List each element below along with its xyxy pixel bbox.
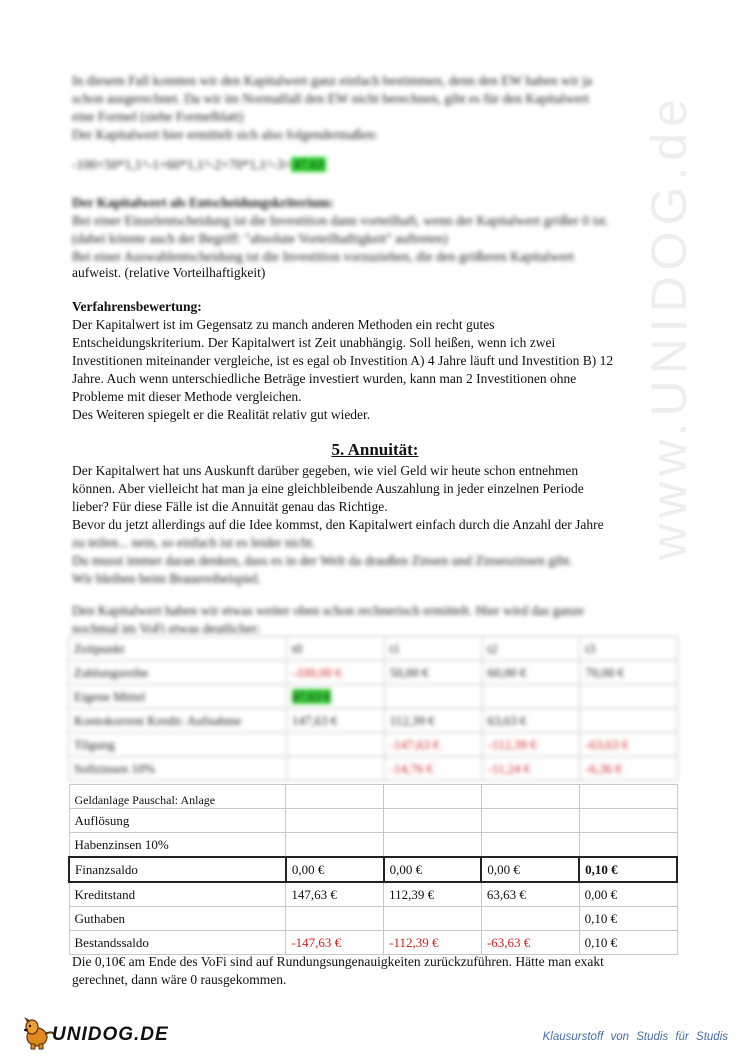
table-cell <box>579 785 677 809</box>
table-cell: -63,63 € <box>580 733 678 757</box>
vofi-intro-blurred <box>72 602 692 638</box>
text-line: Der Kapitalwert hier ermittelt sich also folgendermaßen: <box>72 127 378 142</box>
table-row <box>69 931 677 955</box>
text-line: Bei einer Einzelentscheidung ist die Investition dann vorteilhaft, wenn der Kapitalwert größer 0 ist. <box>72 213 609 228</box>
table-cell: Habenzinsen 10% <box>69 833 286 858</box>
section-title: Verfahrensbewertung: <box>72 299 202 314</box>
criterion-last-line: aufweist. (relative Vorteilhaftigkeit) <box>72 265 266 280</box>
text-line: schon ausgerechnet. Da wir im Normalfall den EW nicht berechnen, gibt es für den Kapitalwert <box>72 91 590 106</box>
table-cell: -100,00 € <box>287 661 385 685</box>
table-cell <box>286 785 384 809</box>
table-cell: 147,63 € <box>286 882 384 907</box>
table-cell: Kontokorrent Kredit: Aufnahme <box>69 709 287 733</box>
table-cell <box>481 833 579 858</box>
table-cell: t2 <box>482 637 580 661</box>
table-cell <box>579 809 677 833</box>
table-cell: -147,63 € <box>286 931 384 955</box>
table-cell <box>580 709 678 733</box>
table-cell: Geldanlage Pauschal: Anlage <box>69 785 286 809</box>
table-cell: 0,00 € <box>481 857 579 882</box>
table-cell <box>286 833 384 858</box>
table-cell: 47,63 € <box>292 688 332 704</box>
table-cell <box>580 685 678 709</box>
table-cell: Kreditstand <box>69 882 286 907</box>
formula-line-blurred <box>72 156 692 174</box>
text-line: Entscheidungskriterium. Der Kapitalwert ist Zeit unabhängig. Soll heißen, wenn ich zwei <box>72 335 556 350</box>
table-row <box>69 907 677 931</box>
table-cell: t3 <box>580 637 678 661</box>
text-line: Des Weiteren spiegelt er die Realität relativ gut wieder. <box>72 407 371 422</box>
annuitaet-paragraph <box>72 462 692 534</box>
table-cell: Guthaben <box>69 907 286 931</box>
table-row <box>69 809 677 833</box>
table-cell: Eigene Mittel <box>69 685 287 709</box>
verfahren-section <box>72 298 692 424</box>
table-cell: Auflösung <box>69 809 286 833</box>
table-cell: 0,10 € <box>579 857 677 882</box>
table-row <box>69 661 678 685</box>
table-cell <box>287 757 385 781</box>
table-row <box>69 685 678 709</box>
table-cell: -11,24 € <box>482 757 580 781</box>
text-line: In diesem Fall konnten wir den Kapitalwert ganz einfach bestimmen, denn den EW haben wir ja <box>72 73 593 88</box>
text-line: können. Aber vielleicht hat man ja eine gleichbleibende Auszahlung in jeder einzelnen Periode <box>72 481 584 496</box>
text-line: nochmal im VoFi etwas deutlicher: <box>72 621 261 636</box>
text-line: Bei einer Auswahlentscheidung ist die Investition vorzuziehen, die den größeren Kapitalwert <box>72 249 574 264</box>
table-row-finanzsaldo <box>69 857 677 882</box>
table-cell: 63,63 € <box>481 882 579 907</box>
table-cell <box>384 907 482 931</box>
table-cell: 147,63 € <box>287 709 385 733</box>
intro-paragraph-blurred <box>72 72 692 144</box>
table-cell: -112,39 € <box>482 733 580 757</box>
text-line: zu teilen... nein, so einfach ist es leider nicht. <box>72 535 316 550</box>
table-row <box>69 785 677 809</box>
table-cell <box>384 685 482 709</box>
annuitaet-paragraph-blurred <box>72 534 692 588</box>
table-cell: Zahlungsreihe <box>69 661 287 685</box>
table-cell: -147,63 € <box>384 733 482 757</box>
table-row <box>69 757 678 781</box>
text-line: Wir bleiben beim Brauereibeispiel. <box>72 571 262 586</box>
text-line: (dabei könnte auch der Begriff: "absolute Vorteilhaftigkeit" auftreten) <box>72 231 448 246</box>
text-line: Investitionen miteinander vergleiche, ist es egal ob Investition A) 4 Jahre läuft und Investition B) 12 <box>72 353 614 368</box>
formula-result: 47,63 <box>293 157 324 172</box>
table-cell: Bestandssaldo <box>69 931 286 955</box>
text-line: Du musst immer daran denken, dass es in der Welt da draußen Zinsen und Zinseszinsen gibt. <box>72 553 573 568</box>
text-line: gerechnet, dann wäre 0 rausgekommen. <box>72 972 287 987</box>
table-cell: 63,63 € <box>482 709 580 733</box>
table-cell: -6,36 € <box>580 757 678 781</box>
table-row <box>69 882 677 907</box>
table-cell <box>482 685 580 709</box>
table-row <box>69 637 678 661</box>
formula-text: -100+50*1,1^-1+60*1,1^-2+70*1,1^-3= <box>72 157 292 172</box>
text-line: Den Kapitalwert haben wir etwas weiter oben schon rechnerisch ermittelt. Hier wird das ganze <box>72 603 585 618</box>
table-cell: 0,10 € <box>579 907 677 931</box>
footer-tagline: Klausurstoff von Studis für Studis <box>542 1031 728 1043</box>
table-cell: Tilgung <box>69 733 287 757</box>
table-cell: t0 <box>287 637 385 661</box>
table-cell: 0,10 € <box>579 931 677 955</box>
text-line: Probleme mit dieser Methode vergleichen. <box>72 389 302 404</box>
table-row <box>69 833 677 858</box>
table-cell: Finanzsaldo <box>69 857 286 882</box>
table-cell <box>579 833 677 858</box>
text-line: Der Kapitalwert hat uns Auskunft darüber gegeben, wie viel Geld wir heute schon entnehmen <box>72 463 579 478</box>
table-cell: 112,39 € <box>384 882 482 907</box>
criterion-block-blurred <box>72 194 692 266</box>
table-cell <box>287 733 385 757</box>
table-cell: 50,00 € <box>384 661 482 685</box>
table-cell: -63,63 € <box>481 931 579 955</box>
table-cell: Zeitpunkt <box>69 637 287 661</box>
watermark-text: www.UNIDOG.de <box>641 93 697 560</box>
table-cell <box>286 907 384 931</box>
table-cell: -14,76 € <box>384 757 482 781</box>
section-title: Der Kapitalwert als Entscheidungskriterium: <box>72 195 334 210</box>
table-cell <box>481 809 579 833</box>
text-line: Der Kapitalwert ist im Gegensatz zu manch anderen Methoden ein recht gutes <box>72 317 495 332</box>
table-cell: 70,00 € <box>580 661 678 685</box>
table-cell: 0,00 € <box>579 882 677 907</box>
table-cell <box>286 809 384 833</box>
vofi-table <box>68 784 678 955</box>
section-heading-annuitaet: 5. Annuität: <box>331 440 419 459</box>
logo-text: UNIDOG.DE <box>52 1024 169 1045</box>
text-line: Die 0,10€ am Ende des VoFi sind auf Rundungsungenauigkeiten zurückzuführen. Hätte man exakt <box>72 954 604 969</box>
table-cell: -112,39 € <box>384 931 482 955</box>
table-cell <box>384 809 482 833</box>
table-cell <box>384 785 482 809</box>
unidog-logo <box>22 1016 169 1050</box>
table-row <box>69 733 678 757</box>
table-cell <box>384 833 482 858</box>
table-cell: 60,00 € <box>482 661 580 685</box>
text-line: lieber? Für diese Fälle ist die Annuität genau das Richtige. <box>72 499 388 514</box>
text-line: Bevor du jetzt allerdings auf die Idee kommst, den Kapitalwert einfach durch die Anzahl der Jahre <box>72 517 604 532</box>
table-cell <box>481 907 579 931</box>
table-cell: 0,00 € <box>384 857 482 882</box>
table-cell: t1 <box>384 637 482 661</box>
table-row <box>69 709 678 733</box>
text-line: eine Formel (siehe Formelblatt) <box>72 109 244 124</box>
table-cell <box>481 785 579 809</box>
table-cell: 112,39 € <box>384 709 482 733</box>
vofi-table-blurred <box>68 636 678 781</box>
table-cell: 0,00 € <box>286 857 384 882</box>
table-cell: Sollzinsen 10% <box>69 757 287 781</box>
closing-paragraph <box>72 953 692 989</box>
text-line: Jahre. Auch wenn unterschiedliche Beträge investiert wurden, kann man 2 Investitionen ohne <box>72 371 577 386</box>
